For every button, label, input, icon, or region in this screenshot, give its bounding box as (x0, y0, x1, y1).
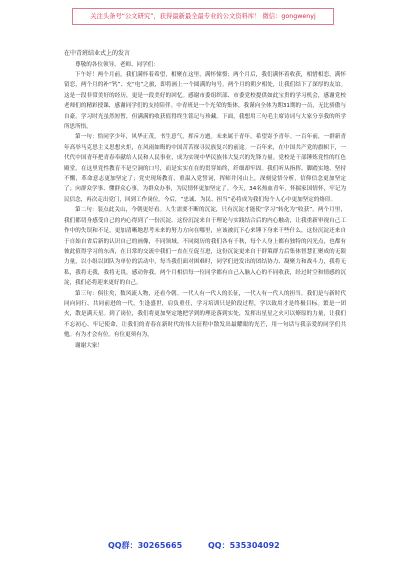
paragraph-3: 第二句：装点此关山，今朝更好看。人生需要不断的沉淀，只有沉淀才能使“学习”转化为“收获”。两个月里，我们都切身感受自己的内心得到了一份沉淀。这份沉淀来自于理论与实践结合后的内心触动，让我重新审视自己工作中的失误和不足，更加清晰地思考未来的努力方向在哪里，应该被沉下心来锤下身来干些什么，这份沉淀还来自于自始自省后新的认识自己的画像，不同领域、不同阅历的我们各有千秋，每个人身上都有独特的闪光点，也都有彼此值得学习的东西，在日常的交流中我们一直在互促互进，这份沉淀更来自于群策群力后集体智慧汇聚成的无限力量，以小组以团队为单位的活动中，每当我们面对困难时，同学们迸发出的团结协力、凝聚力和战斗力，我将无私，我将无我，我将无畏，感动你我。两个月相信每一位同学都有自己入脑入心的不同收获，经过时空和情感的沉淀，我们必将迎来更好的自己。 (64, 207, 346, 287)
paragraph-4: 第三句：俱往矣，数风流人物，还看今朝。一代人有一代人的长征，一代人有一代人的担当。我们是与新时代同向同行、共同前进的一代，生逢盛世，肩负重任，学习培训只是阶段过程，学以致用才是终极目标。繁是一团火，散是满天星。到了岗位，我们将更加坚定地把学到的理论落到实处，发挥出星星之火可以燎原的力量，让我们不忘初心、牢记使命，让我们的青春在新时代的伟大征程中散发出最耀眼的光芒，用一句话与我亲爱的同学们共勉。有为才会有位。有位更须有为。 (64, 290, 346, 339)
header-banner: 关注头条号“公文研究”，获得最新最全最专业的公文资料库！ 微信：gongwenyj (72, 8, 334, 25)
footer-contact (0, 539, 408, 553)
footer-qq-group: QQ群：30265665 (108, 541, 183, 550)
document-title: 在中青班结业式上的发言 (64, 50, 131, 57)
closing-line: 谢谢大家！ (75, 342, 103, 349)
footer-qq-number: QQ：535304092 (208, 541, 280, 550)
paragraph-2: 第一句：恰同学少年，风华正茂，书生意气，挥斥方遒。未来属于青年，希望寄予青年。一百年前，一群新青年高举马克思主义思想火炬，在风雨如晦的中国苦苦探寻民族复兴的前途。一百年来，在中国共产党的旗帜下，一代代中国青年把青春奉献给人民和人民事业，成为实现中华民族伟大复兴的先锋力量。党校是干部锤炼党性的红色殿堂。在这里党性教育不是空洞的口号，而是实实在在的贯穿始终，纤细却牢固。我们听从指挥、脚踏实地、坚持不懈，革命意志更加坚定了；党史现场教育、重温入党誓词，挥师井冈山上，深刻觉悟分析，信仰信念更加坚定了；向群众学事、懂群众心事，为群众办事，为民情怀更加坚定了。今天，34名热血青年，怀揣家国情怀，牢记为民信念，再次走出党门，回到工作岗位。今后，“忠诚、为民、担当”必将成为我们每个人心中更加坚定的烙印。 (64, 134, 346, 203)
salutation: 尊敬的各位领导、老师、同学们： (75, 62, 159, 68)
document-body (64, 49, 346, 351)
paragraph-1: 下午好！两个月前，我们满怀着希望，相聚在这里，满怀憧憬；两个月后，我们满怀着收获，相惜相恋，满怀留恋，两个月的补“钙”、充“电”之旅，即将画上一个圆满的句号。两个月的朝夕相处，让我们结下了深厚的友谊。这是一段非常美好的经历，更是一段美好的回忆。感谢市委组织部、市委党校提供如此宝贵的学习机会，感谢党校老师们的精彩授课，感谢同学们的支持陪伴。中青班是一个光荣的集体，我谨向全体为期31期的一员，无比骄傲与自豪。学习时光虽然短暂，但满满的收获值得终生铭记与珍藏。下面，我想用三句毛主席诗词与大家分享我的所学所思所悟。 (64, 72, 346, 131)
